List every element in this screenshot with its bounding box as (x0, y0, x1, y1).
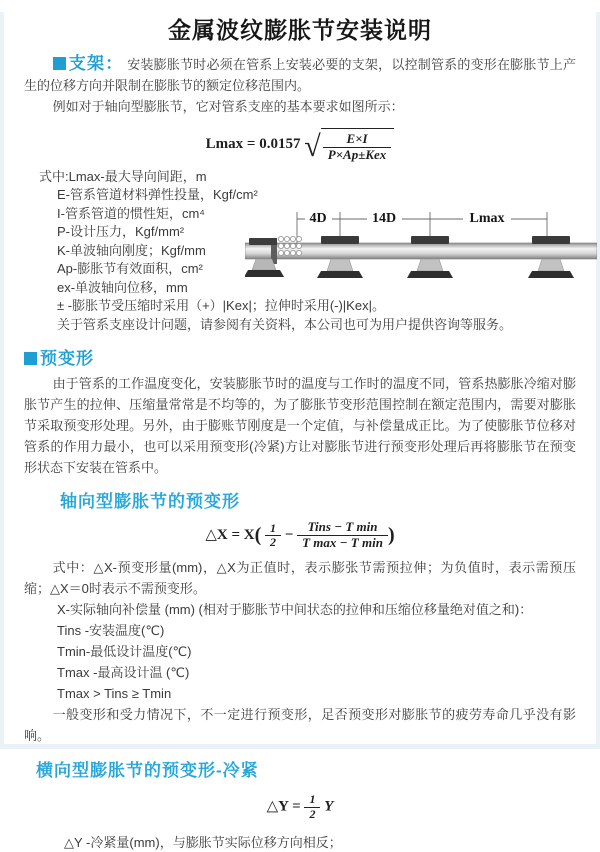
page-title: 金属波纹膨胀节安装说明 (168, 17, 432, 43)
support-section-intro (24, 53, 576, 96)
axial-frac-denominator: T max − T min (302, 535, 383, 551)
axial-explain-paragraph: 式中：△X-预变形量(mm)，△X为正值时，表示膨张节需预拉伸；为负值时，表示需预压缩；△X＝0时表示不需预变形。 (24, 560, 576, 597)
lmax-formula-denominator: P×Ap±Kex (327, 146, 387, 162)
definition-line: I-管系管道的惯性矩，cm⁴ (57, 205, 205, 221)
lateral-formula-lhs: △Y = (266, 798, 301, 815)
support-consulting-note: 关于管系支座设计问题，请参阅有关资料，本公司也可为用户提供咨询等服务。 (57, 316, 513, 332)
axial-formula-lhs: △X = X (205, 527, 255, 544)
definition-line-plusminus: ± -膨胀节受压缩时采用（+）|Kex|；拉伸时采用(-)|Kex|。 (57, 298, 385, 314)
definition-line: ex-单波轴向位移，mm (57, 279, 188, 295)
definition-line: Ap-膨胀节有效面积，cm² (57, 261, 203, 277)
definition-line: E-管系管道材料弹性投量，Kgf/cm² (57, 187, 258, 203)
lmax-formula-numerator: E×I (323, 132, 392, 148)
axial-frac-numerator: Tins − T min (297, 520, 388, 536)
definition-line: K-单波轴向刚度；Kgf/mm (57, 242, 206, 258)
lateral-frac-denominator: 2 (309, 807, 316, 822)
axial-explain-line: Tmax -最高设计温 (℃) (57, 665, 190, 681)
lmax-formula: Lmax = 0.0157 √ $\frac{E\times I}{\text{P×Ap±Kex}}$ (24, 127, 576, 162)
lateral-subheading: 横向型膨胀节的预变形-冷紧 (36, 761, 259, 781)
axial-explain-line: X-实际轴向补偿量 (mm) (相对于膨胀节中间状态的拉伸和压缩位移量绝对值之和)： (57, 602, 533, 618)
half-denominator: 2 (270, 535, 277, 550)
dim-label-4d: 4D (309, 211, 327, 226)
axial-subheading: 轴向型膨胀节的预变形 (60, 492, 240, 512)
lateral-formula (24, 793, 576, 822)
pipe-support-diagram (245, 205, 597, 299)
lateral-formula-rhs: Y (324, 798, 334, 815)
section-square-icon (53, 57, 66, 70)
definition-line: P-设计压力，Kgf/mm² (57, 224, 185, 240)
support-intro-text: 安装膨胀节时必须在管系上安装必要的支架，以控制管系的变形在膨胀节上产生的位移方向并限制在膨胀节的额定位移范围内。 (24, 57, 576, 93)
axial-explain-line: Tins -安装温度(℃) (57, 623, 165, 639)
predeform-section-heading: 预变形 (40, 349, 94, 369)
lmax-formula-lhs: Lmax = 0.0157 (205, 135, 301, 152)
support-section-heading: 支架： (68, 54, 124, 73)
lateral-frac-numerator: 1 (304, 793, 320, 808)
dim-label-lmax: Lmax (469, 211, 505, 226)
predeform-section-heading-row (24, 344, 576, 369)
half-numerator: 1 (265, 522, 281, 537)
definition-line: 式中:Lmax-最大导向间距，m (39, 168, 207, 184)
section-square-icon (24, 352, 37, 365)
bellows-icon (278, 236, 301, 255)
axial-explain-line: Tmax > Tins ≥ Tmin (57, 686, 172, 702)
axial-general-note: 一般变形和受力情况下，不一定进行预变形，足否预变形对膨胀节的疲劳寿命几乎没有影响。 (24, 707, 576, 744)
minus-sign: − (284, 527, 294, 544)
document-page (0, 12, 600, 850)
axial-explain-line: Tmin-最低设计温度(℃) (57, 644, 192, 660)
axial-formula (24, 520, 576, 551)
lateral-note-line: △Y -冷紧量(mm)，与膨胀节实际位移方向相反； (64, 834, 342, 850)
dim-label-14d: 14D (371, 211, 397, 226)
open-paren: ( (254, 524, 262, 547)
support-example-line: 例如对于轴向型膨胀节，它对管系支座的基本要求如图所示： (52, 99, 404, 114)
predeform-paragraph: 由于管系的工作温度变化，安装膨胀节时的温度与工作时的温度不同，管系热膨胀冷缩对膨胀节产生的拉伸、压缩量常常是不均等的，为了膨胀节变形范围控制在额定范围内，需要对膨胀节采取预变形处理。另外，由于膨账节刚度是一个定值，与补偿量成正比。为了使膨胀节位移对管系的作用力最小，也可以采用预变形(冷紧)方让对膨胀节进行预变形处理后再将膨胀节在预变形状态下安装在管系中。 (24, 376, 576, 476)
close-paren: ) (387, 524, 395, 547)
